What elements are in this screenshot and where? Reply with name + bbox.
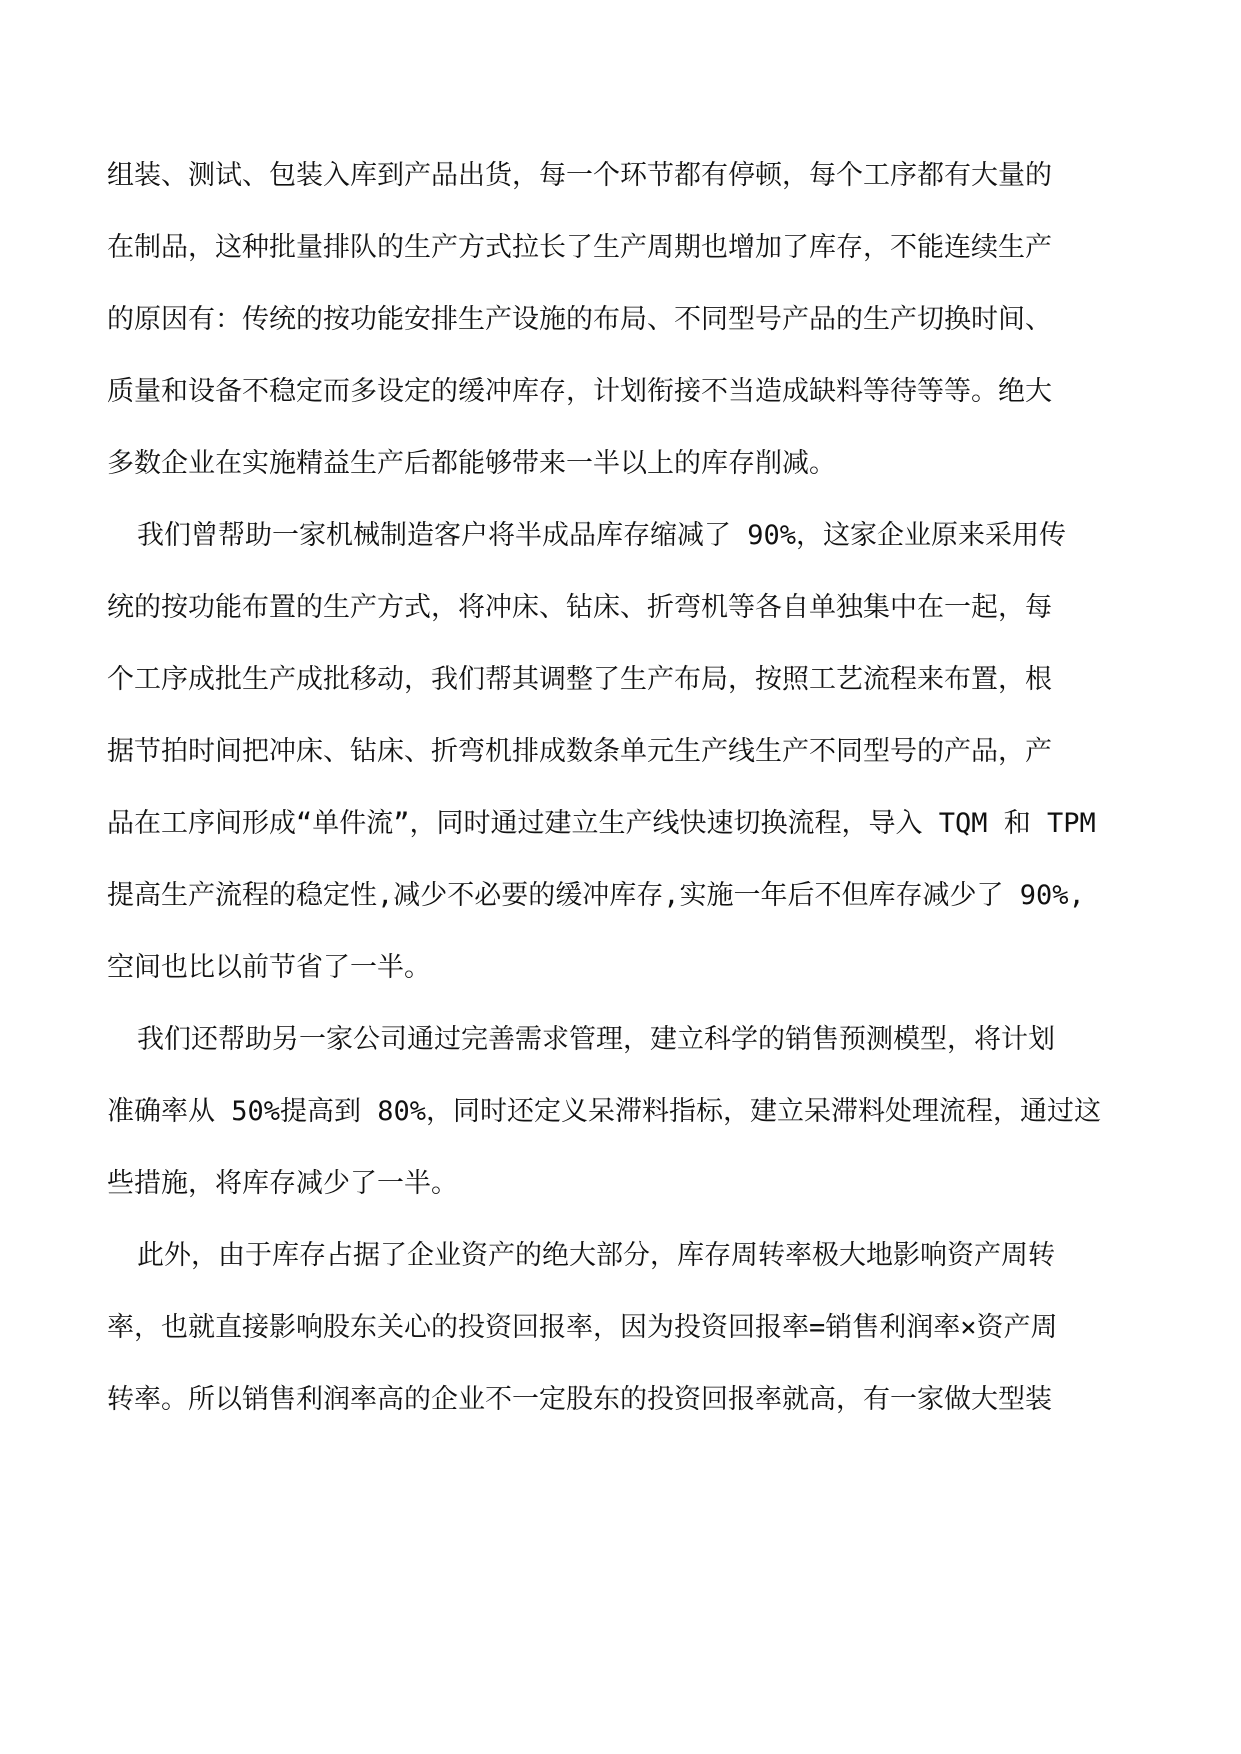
paragraph-1 bbox=[107, 160, 1137, 520]
text-line: 在制品，这种批量排队的生产方式拉长了生产周期也增加了库存，不能连续生产 bbox=[107, 232, 1052, 263]
text-line: 提高生产流程的稳定性,减少不必要的缓冲库存,实施一年后不但库存减少了 90%, bbox=[107, 880, 1085, 911]
paragraph-3 bbox=[107, 1024, 1137, 1240]
text-line: 多数企业在实施精益生产后都能够带来一半以上的库存削减。 bbox=[107, 448, 836, 479]
text-line: 空间也比以前节省了一半。 bbox=[107, 952, 431, 983]
paragraph-4 bbox=[107, 1240, 1137, 1456]
text-line: 组装、测试、包装入库到产品出货，每一个环节都有停顿，每个工序都有大量的 bbox=[107, 160, 1052, 191]
text-line: 率，也就直接影响股东关心的投资回报率，因为投资回报率=销售利润率×资产周 bbox=[107, 1312, 1058, 1343]
paragraph-2 bbox=[107, 520, 1137, 1024]
text-line: 统的按功能布置的生产方式，将冲床、钻床、折弯机等各自单独集中在一起，每 bbox=[107, 592, 1052, 623]
text-line: 我们曾帮助一家机械制造客户将半成品库存缩减了 90%，这家企业原来采用传 bbox=[137, 520, 1067, 551]
text-line: 些措施，将库存减少了一半。 bbox=[107, 1168, 458, 1199]
text-line: 据节拍时间把冲床、钻床、折弯机排成数条单元生产线生产不同型号的产品，产 bbox=[107, 736, 1052, 767]
text-line: 准确率从 50%提高到 80%，同时还定义呆滞料指标，建立呆滞料处理流程，通过这 bbox=[107, 1096, 1102, 1127]
text-line: 质量和设备不稳定而多设定的缓冲库存，计划衔接不当造成缺料等待等等。绝大 bbox=[107, 376, 1052, 407]
text-line: 个工序成批生产成批移动，我们帮其调整了生产布局，按照工艺流程来布置，根 bbox=[107, 664, 1052, 695]
document-body bbox=[107, 160, 1137, 1456]
text-line: 此外，由于库存占据了企业资产的绝大部分，库存周转率极大地影响资产周转 bbox=[137, 1240, 1055, 1271]
text-line: 的原因有：传统的按功能安排生产设施的布局、不同型号产品的生产切换时间、 bbox=[107, 304, 1052, 335]
text-line: 转率。所以销售利润率高的企业不一定股东的投资回报率就高，有一家做大型装 bbox=[107, 1384, 1052, 1415]
text-line: 我们还帮助另一家公司通过完善需求管理，建立科学的销售预测模型，将计划 bbox=[137, 1024, 1055, 1055]
text-line: 品在工序间形成“单件流”，同时通过建立生产线快速切换流程，导入 TQM 和 TPM bbox=[107, 808, 1096, 839]
